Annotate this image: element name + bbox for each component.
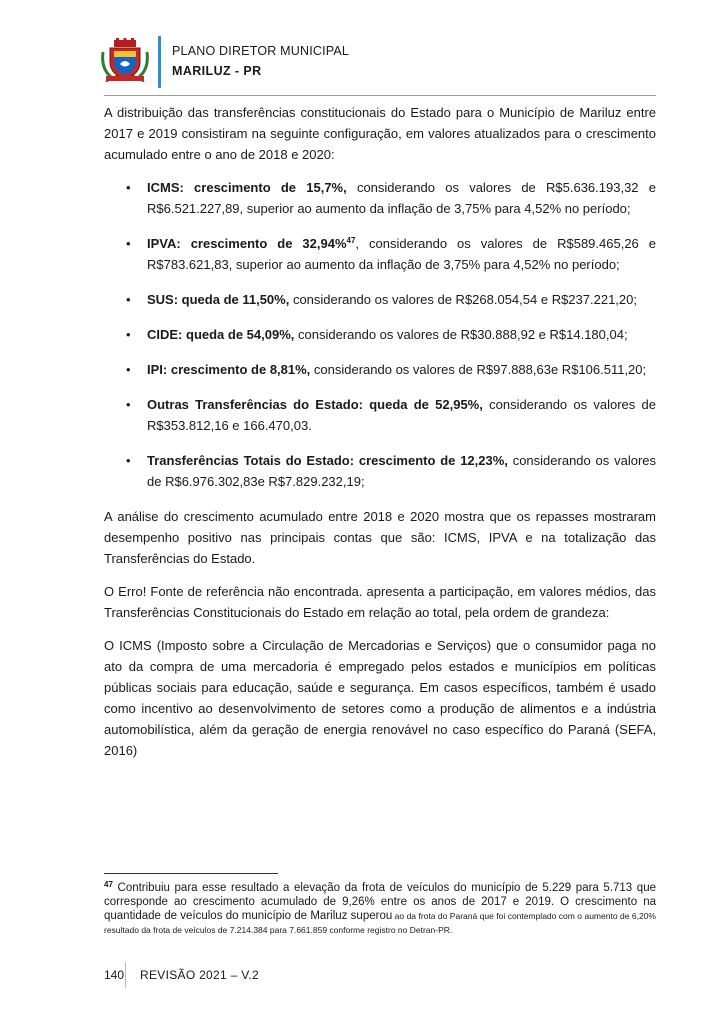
item-highlight: IPI: crescimento de 8,81%, [147,362,311,377]
item-text: considerando os valores de R$5.636.193,32 e R$6.521.227,89, superior ao aumento da inflação de 3,75% para 4,52% no período; [147,180,656,216]
header-divider [104,95,656,96]
list-item [104,450,656,492]
item-text: considerando os valores de R$268.054,54 e R$237.221,20; [289,292,637,307]
list-item [104,233,656,275]
item-text: considerando os valores de R$30.888,92 e R$14.180,04; [294,327,628,342]
footnote-mark: 47 [104,880,113,889]
footnote-reference[interactable]: 47 [346,236,356,245]
footnote-text: Contribuiu para esse resultado a elevação da frota de veículos do município de 5.229 para 5.713 que corresponde ao crescimento acumulado de 9,26% entre os anos de 2017 e 2019. O crescimento na quantidade de veículos do município de Mariluz superou [104,882,656,922]
analysis-paragraph: A análise do crescimento acumulado entre 2018 e 2020 mostra que os repasses mostraram desempenho positivo nas principais contas que são: ICMS, IPVA e na totalização das Transferências do Estado. [104,509,656,566]
list-item [104,177,656,219]
municipal-crest-icon [100,38,150,82]
header-accent-bar [158,36,161,88]
item-text: considerando os valores de R$6.976.302,83e R$7.829.232,19; [147,453,656,489]
item-highlight: ICMS: crescimento de 15,7%, [147,180,347,195]
item-highlight: CIDE: queda de 54,09%, [147,327,295,342]
intro-paragraph: A distribuição das transferências constitucionais do Estado para o Município de Mariluz entre 2017 e 2019 consistiram na seguinte configuração, em valores atualizados para o crescimento acumulado entre o ano de 2018 e 2020: [104,105,656,162]
page-header [100,36,660,86]
footer-divider [125,962,126,988]
reference-paragraph: O Erro! Fonte de referência não encontrada. apresenta a participação, em valores médios, das Transferências Constitucionais do Estado em relação ao total, pela ordem de grandeza: [104,584,656,620]
revision-label: REVISÃO 2021 – V.2 [140,968,260,982]
footnote [104,881,656,937]
item-highlight: Transferências Totais do Estado: crescimento de 12,23%, [147,453,508,468]
item-highlight: SUS: queda de 11,50%, [147,292,290,307]
transfers-list [104,177,656,492]
footnote-text-small: ao da frota do Paraná que foi contemplado com o aumento de 6,20% resultado da frota de veículos de 7.214.384 para 7.661.859 conforme registro no Detran-PR. [104,911,656,935]
item-highlight: IPVA: crescimento de 32,94% [147,236,347,251]
list-item [104,359,656,380]
list-item [104,289,656,310]
page-number: 140 [104,968,125,982]
page-body [104,102,656,773]
item-text: , considerando os valores de R$589.465,26 e R$783.621,83, superior ao aumento da inflação de 3,75% para 4,52% no período; [147,236,656,272]
list-item [104,324,656,345]
item-text: considerando os valores de R$97.888,63e R$106.511,20; [310,362,647,377]
item-highlight: Outras Transferências do Estado: queda de 52,95%, [147,397,483,412]
document-title: PLANO DIRETOR MUNICIPAL [172,44,350,58]
icms-paragraph: O ICMS (Imposto sobre a Circulação de Mercadorias e Serviços) que o consumidor paga no ato da compra de uma mercadoria é empregado pelos estados e municípios em políticas públicas sociais para educação, saúde e segurança. Em casos específicos, também é usado como incentivo ao desenvolvimento de setores como a produção de alimentos e a indústria automobilística, além da geração de energia renovável no caso específico do Paraná (SEFA, 2016) [104,638,656,758]
item-text: considerando os valores de R$353.812,16 e 166.470,03. [147,397,656,433]
footnote-divider [104,873,278,874]
municipality-name: MARILUZ - PR [172,64,262,78]
list-item [104,394,656,436]
